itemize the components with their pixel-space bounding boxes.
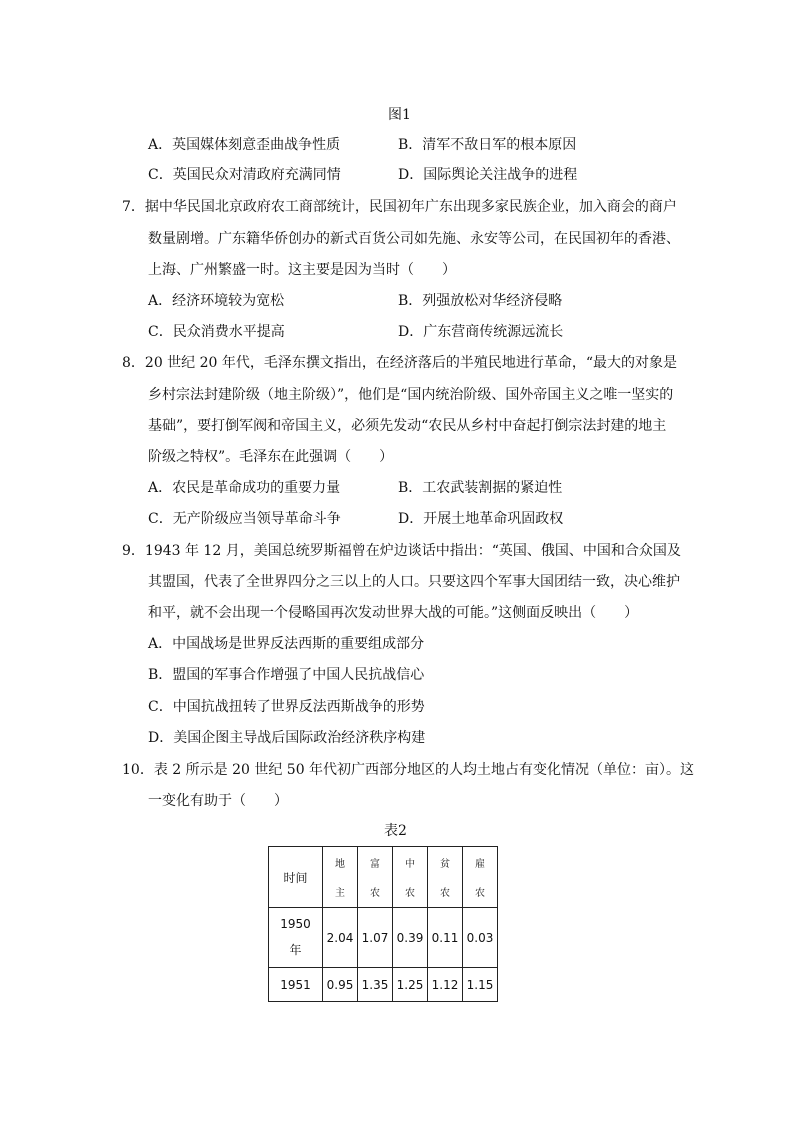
- q8-option-d: D．开展土地革命巩固政权: [398, 511, 564, 527]
- q6-option-d: D．国际舆论关注战争的进程: [398, 167, 578, 183]
- q9-option-c: C．中国抗战扭转了世界反法西斯战争的形势: [148, 699, 425, 715]
- table-cell: 1.07: [358, 908, 393, 968]
- q8-option-a: A．农民是革命成功的重要力量: [148, 480, 341, 496]
- header-poor-peasant: 贫 农: [428, 847, 463, 908]
- q7-stem-line-3: 上海、广州繁盛一时。这主要是因为当时（ ）: [148, 262, 456, 278]
- q9-option-a: A．中国战场是世界反法西斯的重要组成部分: [148, 636, 425, 652]
- table-title: 表2: [384, 823, 407, 839]
- table-cell: 0.95: [323, 968, 358, 1002]
- table-cell: 1.35: [358, 968, 393, 1002]
- q10-stem-line-1: 10．表 2 所示是 20 世纪 50 年代初广西部分地区的人均土地占有变化情况（单位：亩）。这: [122, 762, 695, 778]
- q7-option-b: B．列强放松对华经济侵略: [398, 293, 563, 309]
- q7-option-d: D．广东营商传统源远流长: [398, 324, 564, 340]
- table-cell: 0.03: [463, 908, 498, 968]
- q6-option-a: A．英国媒体刻意歪曲战争性质: [148, 137, 341, 153]
- q7-option-a: A．经济环境较为宽松: [148, 293, 285, 309]
- q8-stem-line-2: 乡村宗法封建阶级（地主阶级）”，他们是“国内统治阶级、国外帝国主义之唯一坚实的: [148, 387, 674, 403]
- header-rich-peasant: 富 农: [358, 847, 393, 908]
- table-cell: 0.39: [393, 908, 428, 968]
- figure-caption: 图1: [388, 107, 411, 123]
- table-cell: 1.12: [428, 968, 463, 1002]
- row-year-cell: 1950 年: [269, 908, 323, 968]
- header-middle-peasant: 中 农: [393, 847, 428, 908]
- q7-stem-line-1: 7．据中华民国北京政府农工商部统计，民国初年广东出现多家民族企业，加入商会的商户: [122, 199, 677, 215]
- table-row: [269, 908, 498, 968]
- header-time: 时间: [269, 847, 323, 908]
- table-cell: 1.15: [463, 968, 498, 1002]
- q9-stem-line-1: 9．1943 年 12 月，美国总统罗斯福曾在炉边谈话中指出：“英国、俄国、中国和合众国及: [122, 543, 681, 559]
- q8-stem-line-3: 基础”，要打倒军阀和帝国主义，必须先发动“农民从乡村中奋起打倒宗法封建的地主: [148, 418, 667, 434]
- table-cell: 1.25: [393, 968, 428, 1002]
- q6-option-b: B．清军不敌日军的根本原因: [398, 137, 577, 153]
- q9-stem-line-3: 和平，就不会出现一个侵略国再次发动世界大战的可能。”这侧面反映出（ ）: [148, 605, 639, 621]
- q9-option-b: B．盟国的军事合作增强了中国人民抗战信心: [148, 667, 425, 683]
- q6-option-c: C．英国民众对清政府充满同情: [148, 167, 341, 183]
- q7-stem-line-2: 数量剧增。广东籍华侨创办的新式百货公司如先施、永安等公司，在民国初年的香港、: [148, 231, 680, 247]
- q8-option-c: C．无产阶级应当领导革命斗争: [148, 511, 341, 527]
- header-hired-peasant: 雇 农: [463, 847, 498, 908]
- q10-stem-line-2: 一变化有助于（ ）: [148, 793, 288, 809]
- q8-stem-line-1: 8．20 世纪 20 年代，毛泽东撰文指出，在经济落后的半殖民地进行革命，“最大的对象是: [122, 355, 678, 371]
- q7-option-c: C．民众消费水平提高: [148, 324, 285, 340]
- land-table: [268, 846, 498, 1002]
- table-row: [269, 968, 498, 1002]
- q9-stem-line-2: 其盟国，代表了全世界四分之三以上的人口。只要这四个军事大国团结一致，决心维护: [148, 574, 680, 590]
- q8-stem-line-4: 阶级之特权”。毛泽东在此强调（ ）: [148, 449, 394, 465]
- table-cell: 0.11: [428, 908, 463, 968]
- q8-option-b: B．工农武装割据的紧迫性: [398, 480, 563, 496]
- table-cell: 2.04: [323, 908, 358, 968]
- table-header-row: [269, 847, 498, 908]
- row-year-cell: 1951: [269, 968, 323, 1002]
- q9-option-d: D．美国企图主导战后国际政治经济秩序构建: [148, 730, 426, 746]
- header-landlord: 地 主: [323, 847, 358, 908]
